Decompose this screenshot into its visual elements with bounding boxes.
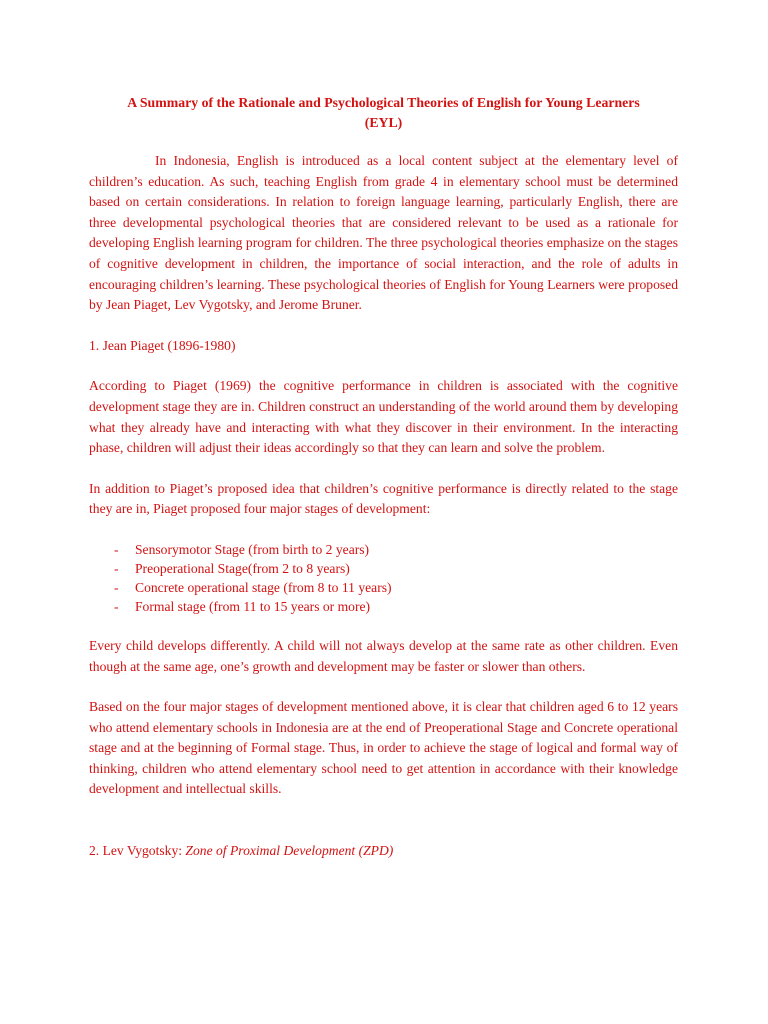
section-2-heading-prefix: 2. Lev Vygotsky: bbox=[89, 843, 186, 859]
list-dash: - bbox=[114, 541, 119, 557]
stage-text: Formal stage (from 11 to 15 years or more) bbox=[135, 598, 371, 614]
section-1-paragraph-1: According to Piaget (1969) the cognitive performance in children is associated with the cognitive development stage they are in. Children construct an understanding of the world around them by developing what they already have and interacting with what they discover in their environment. In the interacting phase, children will adjust their ideas accordingly so that they can learn and solve the problem. bbox=[89, 378, 678, 456]
stages-list bbox=[89, 540, 678, 616]
list-item bbox=[114, 559, 678, 578]
list-item bbox=[114, 578, 678, 597]
list-dash: - bbox=[114, 560, 119, 576]
list-item bbox=[114, 540, 678, 559]
title-line-1: A Summary of the Rationale and Psychological Theories of English for Young Learners bbox=[127, 95, 640, 110]
stage-text: Sensorymotor Stage (from birth to 2 years) bbox=[135, 541, 370, 557]
section-1-paragraph-3: Every child develops differently. A child will not always develop at the same rate as other children. Even though at the same age, one’s growth and development may be faster or slower than others. bbox=[89, 637, 678, 674]
section-1-paragraph-4: Based on the four major stages of development mentioned above, it is clear that children aged 6 to 12 years who attend elementary schools in Indonesia are at the end of Preoperational Stage and Concrete operational stage and at the beginning of Formal stage. Thus, in order to achieve the stage of logical and formal way of thinking, children who attend elementary school need to get attention in accordance with their knowledge development and intellectual skills. bbox=[89, 699, 678, 797]
intro-paragraph: In Indonesia, English is introduced as a local content subject at the elementary level of children’s education. As such, teaching English from grade 4 in elementary school must be determined based on certain considerations. In relation to foreign language learning, particularly English, there are three developmental psychological theories that are considered relevant to be used as a rationale for developing English learning program for children. The three psychological theories emphasize on the stages of cognitive development in children, the importance of social interaction, and the role of adults in encouraging children’s learning. These psychological theories of English for Young Learners were proposed by Jean Piaget, Lev Vygotsky, and Jerome Bruner. bbox=[89, 153, 678, 313]
section-1-heading: 1. Jean Piaget (1896-1980) bbox=[89, 337, 236, 353]
list-item bbox=[114, 597, 678, 616]
section-1-paragraph-2: In addition to Piaget’s proposed idea that children’s cognitive performance is directly related to the stage they are in, Piaget proposed four major stages of development: bbox=[89, 480, 678, 517]
section-2-heading bbox=[89, 841, 678, 862]
document-title bbox=[89, 93, 678, 133]
title-line-2: (EYL) bbox=[364, 115, 403, 130]
list-dash: - bbox=[114, 598, 119, 614]
document-page bbox=[89, 93, 678, 862]
section-2-heading-italic: Zone of Proximal Development (ZPD) bbox=[185, 843, 394, 859]
stage-text: Concrete operational stage (from 8 to 11 years) bbox=[135, 579, 392, 595]
stage-text: Preoperational Stage(from 2 to 8 years) bbox=[135, 560, 350, 576]
list-dash: - bbox=[114, 579, 119, 595]
